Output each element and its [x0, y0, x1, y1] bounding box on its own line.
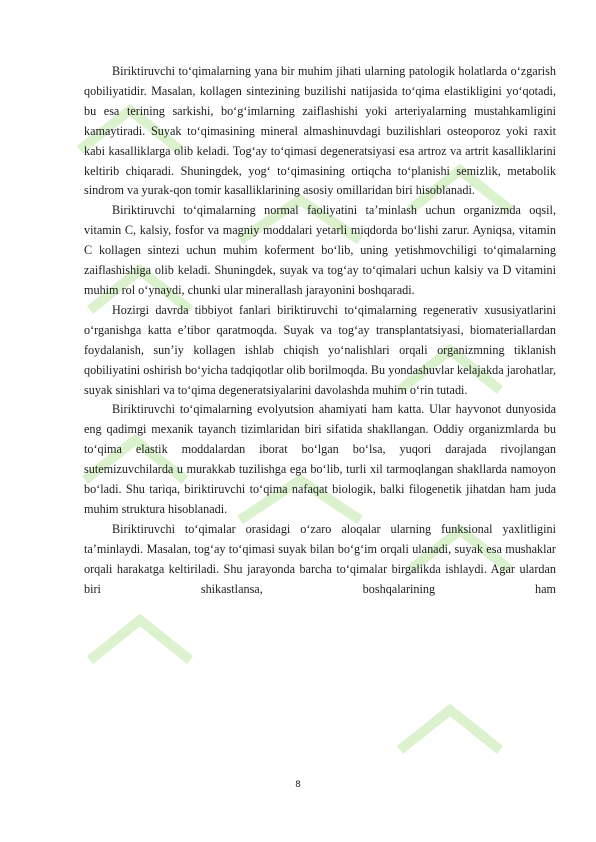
- page-number: 8: [295, 779, 301, 790]
- paragraph-3: Hozirgi davrda tibbiyot fanlari biriktiruvchi to‘qimalarning regenerativ xususiyatlarini o‘rganishga katta e’tibor qaratmoqda. Suyak va tog‘ay transplantatsiyasi, biomateriallardan foydalanish, sun’iy kollagen ishlab chiqish yo‘nalishlari orqali organizmning tiklanish qobiliyatini oshirish bo‘yicha tadqiqotlar olib borilmoqda. Bu yondashuvlar kelajakda jarohatlar, suyak sinishlari va to‘qima degeneratsiyalarini davolashda muhim o‘rin tutadi.: [84, 302, 556, 397]
- paragraph-1: Biriktiruvchi to‘qimalarning yana bir muhim jihati ularning patologik holatlarda o‘zgarish qobiliyatidir. Masalan, kollagen sintezining buzilishi natijasida to‘qima elastikligini yo‘qotadi, bu esa terining sarkishi, bo‘g‘imlarning zaiflashishi yoki arteriyalarning mustahkamligini kamaytiradi. Suyak to‘qimasining mineral almashinuvdagi buzilishlari osteoporoz yoki raxit kabi kasalliklarga olib keladi. Tog‘ay to‘qimasi degeneratsiyasi esa artroz va artrit kasalliklarini keltirib chiqaradi. Shuningdek, yog‘ to‘qimasining ortiqcha to‘planishi semizlik, metabolik sindrom va yurak-qon tomir kasalliklarining asosiy omillaridan biri hisoblanadi.: [84, 64, 556, 198]
- paragraph-2: Biriktiruvchi to‘qimalarning normal faoliyatini ta’minlash uchun organizmda oqsil, vitamin C, kalsiy, fosfor va magniy moddalari yetarli miqdorda bo‘lishi zarur. Ayniqsa, vitamin C kollagen sintezi uchun muhim koferment bo‘lib, uning yetishmovchiligi to‘qimalarning zaiflashishiga olib keladi. Shuningdek, suyak va tog‘ay to‘qimalari uchun kalsiy va D vitamini muhim rol o‘ynaydi, chunki ular minerallash jarayonini boshqaradi.: [84, 203, 556, 297]
- body-text: [84, 62, 556, 599]
- paragraph-5: Biriktiruvchi to‘qimalar orasidagi o‘zaro aloqalar ularning funksional yaxlitligini ta’minlaydi. Masalan, tog‘ay to‘qimasi suyak bilan bo‘g‘im orqali ulanadi, suyak esa mushaklar orqali harakatga keltiriladi. Shu jarayonda barcha to‘qimalar birgalikda ishlaydi. Agar ulardan biri shikastlansa, boshqalarining ham: [84, 521, 556, 596]
- paragraph-4: Biriktiruvchi to‘qimalarning evolyutsion ahamiyati ham katta. Ular hayvonot dunyosida eng qadimgi mexanik tayanch tizimlaridan biri sifatida shakllangan. Oddiy organizmlarda bu to‘qima elastik moddalardan iborat bo‘lgan bo‘lsa, yuqori darajada rivojlangan sutemizuvchilarda u murakkab tuzilishga ega bo‘lib, turli xil tarmoqlangan shakllarda namoyon bo‘ladi. Shu tariqa, biriktiruvchi to‘qima nafaqat biologik, balki filogenetik jihatdan ham juda muhim struktura hisoblanadi.: [84, 402, 556, 516]
